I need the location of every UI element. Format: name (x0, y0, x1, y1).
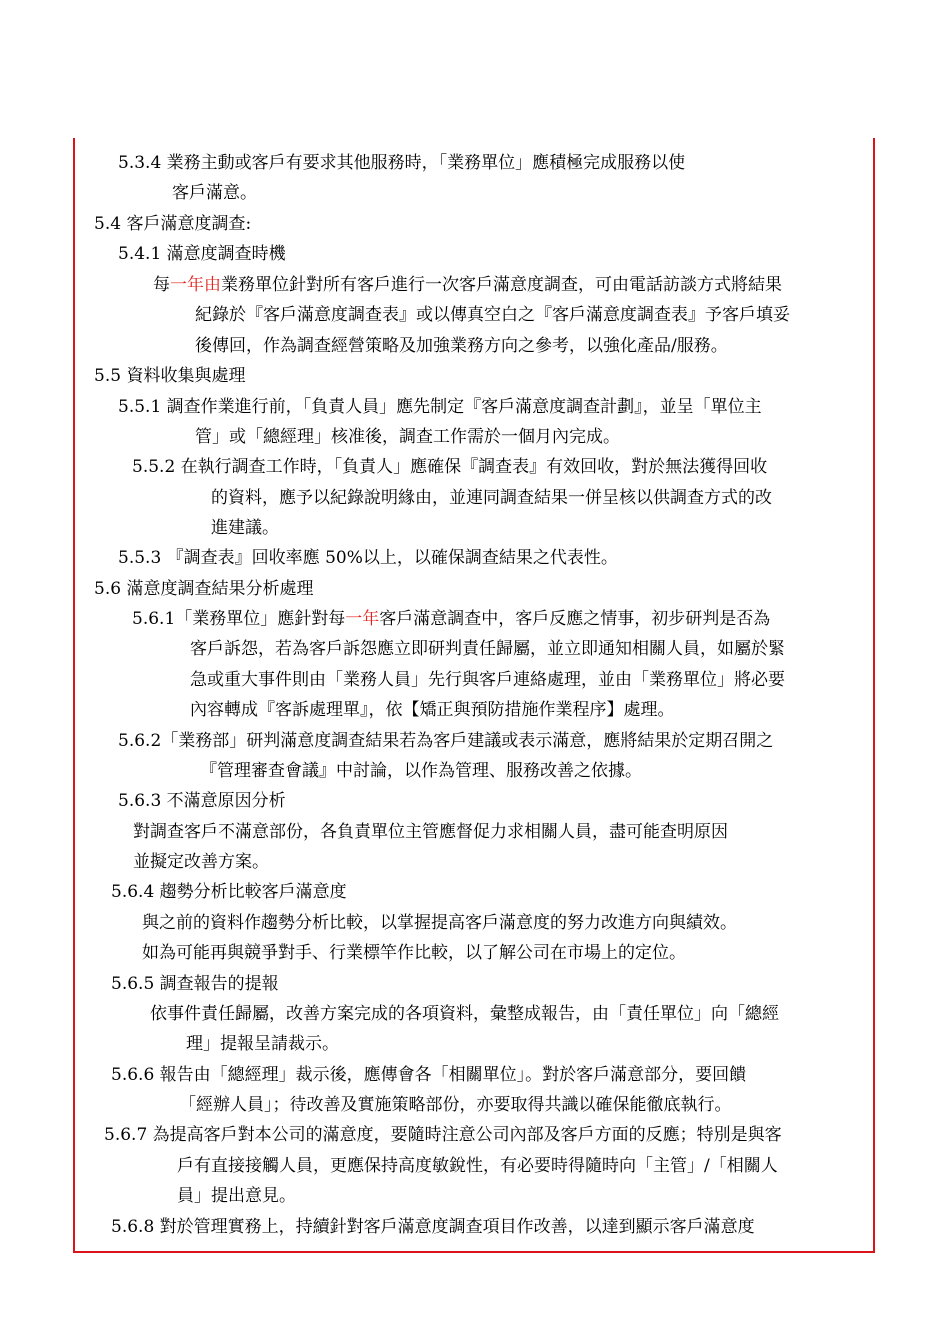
clause-5-6-6: 5.6.6 報告由「總經理」裁示後，應傳會各「相關單位」。對於客戶滿意部分，要回饋 (111, 1065, 747, 1085)
clause-5-5-2-cont: 進建議。 (211, 518, 279, 538)
clause-5-6-1-cont: 內容轉成『客訴處理單』，依【矯正與預防措施作業程序】處理。 (190, 700, 675, 720)
clause-5-6-1-cont: 急或重大事件則由「業務人員」先行與客戶連絡處理，並由「業務單位」將必要 (190, 670, 785, 690)
clause-5-6-3-body: 對調查客戶不滿意部份，各負責單位主管應督促力求相關人員，盡可能查明原因 (133, 822, 728, 842)
clause-5-4-1-body-cont: 紀錄於『客戶滿意度調查表』或以傳真空白之『客戶滿意度調查表』予客戶填妥 (195, 305, 790, 325)
text-segment: 客戶滿意調查中，客戶反應之情事，初步研判是否為 (379, 609, 771, 629)
section-5-5-heading: 5.5 資料收集與處理 (94, 366, 246, 386)
highlighted-text: 一年由 (170, 275, 221, 295)
clause-5-6-7: 5.6.7 為提高客戶對本公司的滿意度，要隨時注意公司內部及客戶方面的反應；特別是與客 (104, 1125, 782, 1145)
clause-5-6-2-cont: 『管理審查會議』中討論，以作為管理、服務改善之依據。 (200, 761, 642, 781)
clause-5-5-2-cont: 的資料，應予以紀錄說明緣由，並連同調查結果一併呈核以供調查方式的改 (211, 488, 772, 508)
highlighted-text: 一年 (345, 609, 380, 629)
clause-5-6-8: 5.6.8 對於管理實務上，持續針對客戶滿意度調查項目作改善，以達到顯示客戶滿意度 (111, 1217, 755, 1237)
clause-5-6-5-body-cont: 理」提報呈請裁示。 (186, 1034, 339, 1054)
text-segment: 5.6.1「業務單位」應針對每 (132, 609, 346, 629)
clause-5-6-7-cont: 員」提出意見。 (177, 1186, 296, 1206)
clause-5-3-4: 5.3.4 業務主動或客戶有要求其他服務時，「業務單位」應積極完成服務以使 (118, 153, 686, 173)
section-5-4-heading: 5.4 客戶滿意度調查: (94, 214, 252, 234)
clause-5-6-5-body: 依事件責任歸屬，改善方案完成的各項資料，彙整成報告，由「責任單位」向「總經 (150, 1004, 779, 1024)
text-segment: 每 (153, 275, 170, 295)
clause-5-3-4-cont: 客戶滿意。 (172, 183, 257, 203)
clause-5-5-2: 5.5.2 在執行調查工作時，「負責人」應確保『調查表』有效回收，對於無法獲得回收 (132, 457, 768, 477)
clause-5-6-3: 5.6.3 不滿意原因分析 (118, 791, 286, 811)
clause-5-5-1-cont: 管」或「總經理」核准後，調查工作需於一個月內完成。 (195, 427, 620, 447)
clause-5-6-3-body-cont: 並擬定改善方案。 (133, 852, 269, 872)
clause-5-6-2: 5.6.2「業務部」研判滿意度調查結果若為客戶建議或表示滿意，應將結果於定期召開之 (118, 731, 774, 751)
clause-5-6-7-cont: 戶有直接接觸人員，更應保持高度敏銳性，有必要時得隨時向「主管」/「相關人 (177, 1156, 778, 1176)
section-5-6-heading: 5.6 滿意度調查結果分析處理 (94, 579, 314, 599)
text-segment: 業務單位針對所有客戶進行一次客戶滿意度調查，可由電話訪談方式將結果 (221, 275, 782, 295)
clause-5-4-1-body-cont: 後傳回，作為調查經營策略及加強業務方向之參考，以強化產品/服務。 (195, 336, 728, 356)
clause-5-6-4-body: 與之前的資料作趨勢分析比較，以掌握提高客戶滿意度的努力改進方向與績效。 (142, 913, 737, 933)
clause-5-6-1 (132, 604, 770, 634)
clause-5-6-4: 5.6.4 趨勢分析比較客戶滿意度 (111, 882, 347, 902)
clause-5-6-4-body: 如為可能再與競爭對手、行業標竿作比較，以了解公司在市場上的定位。 (142, 943, 686, 963)
clause-5-6-1-cont: 客戶訴怨，若為客戶訴怨應立即研判責任歸屬，並立即通知相關人員，如屬於緊 (190, 639, 785, 659)
clause-5-5-1: 5.5.1 調查作業進行前，「負責人員」應先制定『客戶滿意度調查計劃』，並呈「單位主 (118, 397, 762, 417)
clause-5-4-1-body (153, 270, 782, 300)
clause-5-6-5: 5.6.5 調查報告的提報 (111, 974, 279, 994)
clause-5-5-3: 5.5.3 『調查表』回收率應 50%以上，以確保調查結果之代表性。 (118, 548, 618, 568)
clause-5-6-6-cont: 「經辦人員」；待改善及實施策略部份，亦要取得共識以確保能徹底執行。 (179, 1095, 732, 1115)
clause-5-4-1: 5.4.1 滿意度調查時機 (118, 244, 286, 264)
